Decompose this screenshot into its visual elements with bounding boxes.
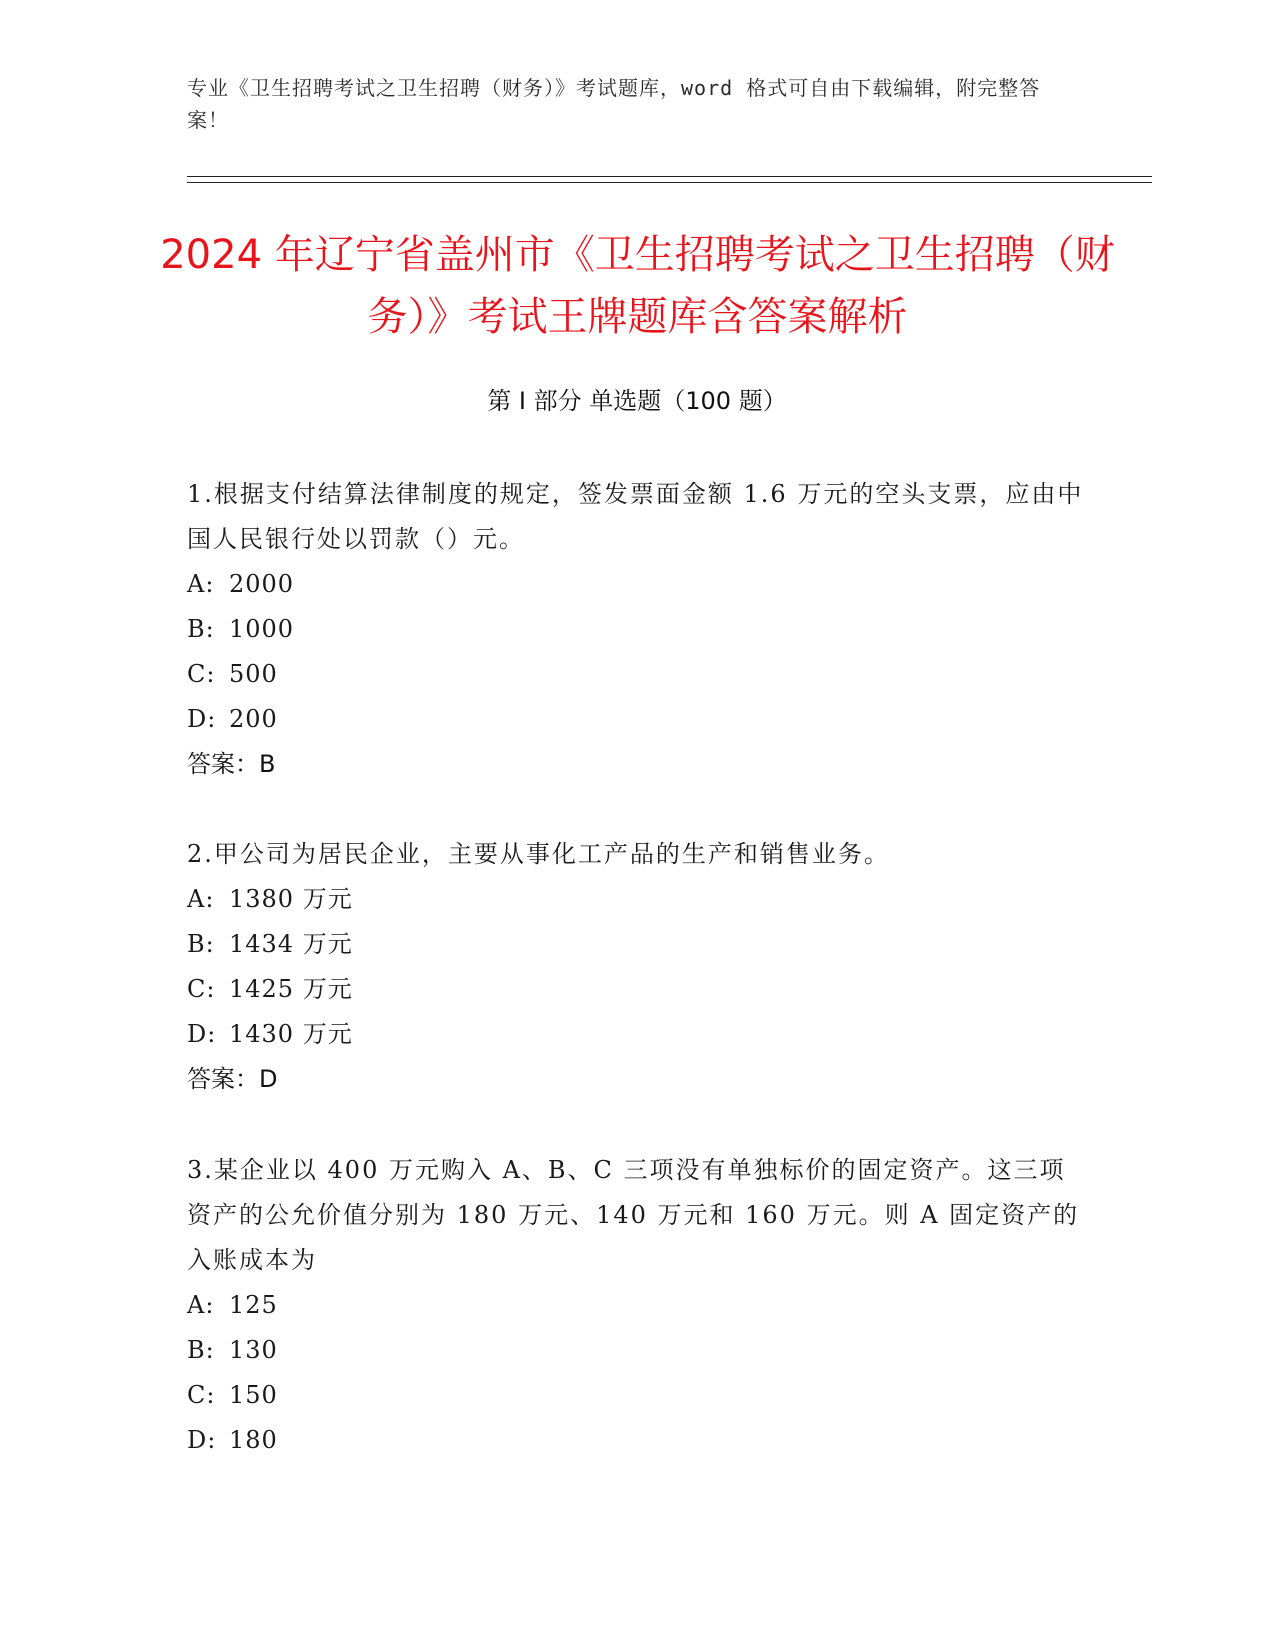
option-label: D: <box>187 1426 217 1454</box>
option-value: 130 <box>229 1336 278 1364</box>
answer: 答案：D <box>187 1065 278 1093</box>
option-label: D: <box>187 705 217 733</box>
option-b <box>187 1328 1087 1373</box>
option-value: 1430 万元 <box>229 1020 353 1048</box>
option-label: A: <box>187 1291 215 1319</box>
option-c <box>187 967 1087 1012</box>
question-2 <box>187 832 1087 1102</box>
option-c <box>187 652 1087 697</box>
option-value: 500 <box>229 660 278 688</box>
option-label: C: <box>187 975 216 1003</box>
option-label: C: <box>187 660 216 688</box>
option-label: A: <box>187 570 215 598</box>
option-c <box>187 1373 1087 1418</box>
option-label: C: <box>187 1381 216 1409</box>
option-d <box>187 697 1087 742</box>
option-value: 200 <box>229 705 278 733</box>
question-1 <box>187 472 1087 787</box>
header-divider-bottom <box>187 182 1152 183</box>
option-d <box>187 1418 1087 1463</box>
option-value: 150 <box>229 1381 278 1409</box>
header-note: 专业《卫生招聘考试之卫生招聘（财务）》考试题库，word 格式可自由下载编辑，附完整答案！ <box>187 76 1041 132</box>
section-title: 第 I 部分 单选题（100 题） <box>487 387 787 415</box>
option-b <box>187 607 1087 652</box>
option-a <box>187 877 1087 922</box>
question-text: 1.根据支付结算法律制度的规定，签发票面金额 1.6 万元的空头支票，应由中国人民银行处以罚款（）元。 <box>187 480 1084 553</box>
option-label: D: <box>187 1020 217 1048</box>
option-value: 2000 <box>229 570 295 598</box>
option-value: 1425 万元 <box>229 975 353 1003</box>
option-value: 180 <box>229 1426 278 1454</box>
question-text: 3.某企业以 400 万元购入 A、B、C 三项没有单独标价的固定资产。这三项资产的公允价值分别为 180 万元、140 万元和 160 万元。则 A 固定资产的入账成本为 <box>187 1156 1080 1274</box>
option-value: 1434 万元 <box>229 930 353 958</box>
question-3 <box>187 1148 1087 1463</box>
question-text: 2.甲公司为居民企业，主要从事化工产品的生产和销售业务。 <box>187 840 890 868</box>
page-title: 2024 年辽宁省盖州市《卫生招聘考试之卫生招聘（财务）》考试王牌题库含答案解析 <box>160 232 1115 340</box>
option-a <box>187 1283 1087 1328</box>
option-b <box>187 922 1087 967</box>
option-a <box>187 562 1087 607</box>
option-value: 1380 万元 <box>229 885 353 913</box>
answer: 答案：B <box>187 750 276 778</box>
header-divider-top <box>187 176 1152 177</box>
option-label: A: <box>187 885 215 913</box>
option-label: B: <box>187 1336 215 1364</box>
option-value: 1000 <box>229 615 295 643</box>
option-label: B: <box>187 615 215 643</box>
option-label: B: <box>187 930 215 958</box>
option-value: 125 <box>229 1291 278 1319</box>
option-d <box>187 1012 1087 1057</box>
